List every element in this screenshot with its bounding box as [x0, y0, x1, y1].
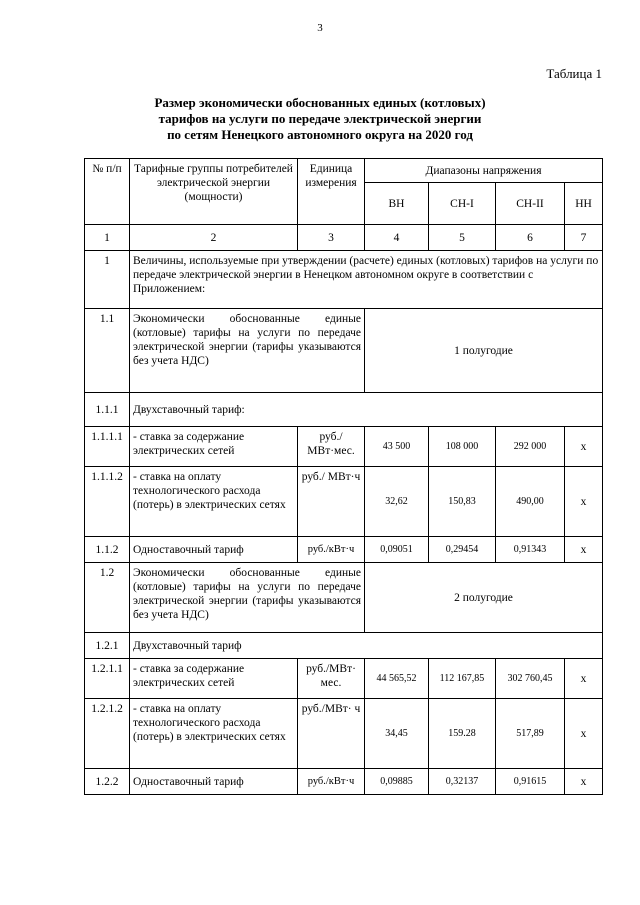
- title-line-2: тарифов на услуги по передаче электрической энергии: [158, 111, 482, 126]
- index-cell: 5: [429, 225, 496, 251]
- value-sn2: 0,91343: [496, 537, 565, 563]
- index-cell: 6: [496, 225, 565, 251]
- row-text: Одноставочный тариф: [130, 537, 298, 563]
- row-number: 1: [85, 251, 130, 309]
- header-col-groups: Тарифные группы потребителей электрической энергии (мощности): [130, 159, 298, 225]
- value-nn: x: [565, 467, 603, 537]
- period-label: 2 полугодие: [365, 563, 603, 633]
- row-unit: руб./кВт·ч: [298, 537, 365, 563]
- table-row: [85, 251, 603, 309]
- value-nn: x: [565, 537, 603, 563]
- row-text: Двухставочный тариф:: [130, 393, 603, 427]
- tariff-table: [84, 158, 603, 795]
- value-vn: 43 500: [365, 427, 429, 467]
- header-col-unit: Единица измерения: [298, 159, 365, 225]
- header-vn: ВН: [365, 183, 429, 225]
- row-number: 1.2: [85, 563, 130, 633]
- row-text: - ставка за содержание электрических сетей: [130, 659, 298, 699]
- row-unit: руб./ МВт·ч: [298, 467, 365, 537]
- row-unit: руб./ МВт·мес.: [298, 427, 365, 467]
- table-row: [85, 699, 603, 769]
- row-number: 1.2.1: [85, 633, 130, 659]
- index-cell: 4: [365, 225, 429, 251]
- row-text: - ставка на оплату технологического расхода (потерь) в электрических сетях: [130, 699, 298, 769]
- header-col-num: № п/п: [85, 159, 130, 225]
- row-text: Одноставочный тариф: [130, 769, 298, 795]
- index-cell: 2: [130, 225, 298, 251]
- row-number: 1.2.1.2: [85, 699, 130, 769]
- row-number: 1.1: [85, 309, 130, 393]
- table-row: [85, 633, 603, 659]
- value-sn1: 108 000: [429, 427, 496, 467]
- index-row: [85, 225, 603, 251]
- header-nn: НН: [565, 183, 603, 225]
- header-row: [85, 159, 603, 183]
- table-row: [85, 769, 603, 795]
- row-number: 1.2.2: [85, 769, 130, 795]
- value-vn: 32,62: [365, 467, 429, 537]
- row-text: - ставка за содержание электрических сетей: [130, 427, 298, 467]
- value-sn2: 0,91615: [496, 769, 565, 795]
- table-row: [85, 537, 603, 563]
- table-row: [85, 309, 603, 393]
- row-unit: руб./кВт·ч: [298, 769, 365, 795]
- table-row: [85, 563, 603, 633]
- row-number: 1.1.1.2: [85, 467, 130, 537]
- row-text: Экономически обоснованные единые (котловые) тарифы на услуги по передаче электрической энергии (тарифы указываются без учета НДС): [130, 309, 365, 393]
- index-cell: 7: [565, 225, 603, 251]
- row-number: 1.1.2: [85, 537, 130, 563]
- value-nn: x: [565, 427, 603, 467]
- value-sn1: 0,32137: [429, 769, 496, 795]
- row-number: 1.1.1: [85, 393, 130, 427]
- title-line-1: Размер экономически обоснованных единых (котловых): [154, 95, 486, 110]
- table-row: [85, 427, 603, 467]
- table-row: [85, 659, 603, 699]
- header-col-ranges: Диапазоны напряжения: [365, 159, 603, 183]
- document-title: [0, 95, 640, 143]
- row-unit: руб./МВт· мес.: [298, 659, 365, 699]
- row-unit: руб./МВт· ч: [298, 699, 365, 769]
- value-nn: x: [565, 659, 603, 699]
- title-line-3: по сетям Ненецкого автономного округа на 2020 год: [167, 127, 473, 142]
- row-text: - ставка на оплату технологического расхода (потерь) в электрических сетях: [130, 467, 298, 537]
- value-sn1: 150,83: [429, 467, 496, 537]
- table-row: [85, 467, 603, 537]
- table-label: Таблица 1: [546, 66, 602, 81]
- period-label: 1 полугодие: [365, 309, 603, 393]
- table-row: [85, 393, 603, 427]
- header-sn1: СН-I: [429, 183, 496, 225]
- row-text: Величины, используемые при утверждении (расчете) единых (котловых) тарифов на услуги по передаче электрической энергии в Ненецком автономном округе в соответствии с Приложением:: [130, 251, 603, 309]
- value-sn2: 517,89: [496, 699, 565, 769]
- index-cell: 3: [298, 225, 365, 251]
- value-vn: 0,09885: [365, 769, 429, 795]
- row-number: 1.2.1.1: [85, 659, 130, 699]
- value-vn: 34,45: [365, 699, 429, 769]
- value-sn2: 292 000: [496, 427, 565, 467]
- value-nn: x: [565, 769, 603, 795]
- row-text: Экономически обоснованные единые (котловые) тарифы на услуги по передаче электрической энергии (тарифы указываются без учета НДС): [130, 563, 365, 633]
- page-number: 3: [317, 22, 323, 34]
- value-sn2: 490,00: [496, 467, 565, 537]
- value-sn1: 159.28: [429, 699, 496, 769]
- value-sn2: 302 760,45: [496, 659, 565, 699]
- row-text: Двухставочный тариф: [130, 633, 603, 659]
- value-vn: 0,09051: [365, 537, 429, 563]
- value-nn: x: [565, 699, 603, 769]
- value-vn: 44 565,52: [365, 659, 429, 699]
- header-sn2: СН-II: [496, 183, 565, 225]
- value-sn1: 112 167,85: [429, 659, 496, 699]
- index-cell: 1: [85, 225, 130, 251]
- row-number: 1.1.1.1: [85, 427, 130, 467]
- value-sn1: 0,29454: [429, 537, 496, 563]
